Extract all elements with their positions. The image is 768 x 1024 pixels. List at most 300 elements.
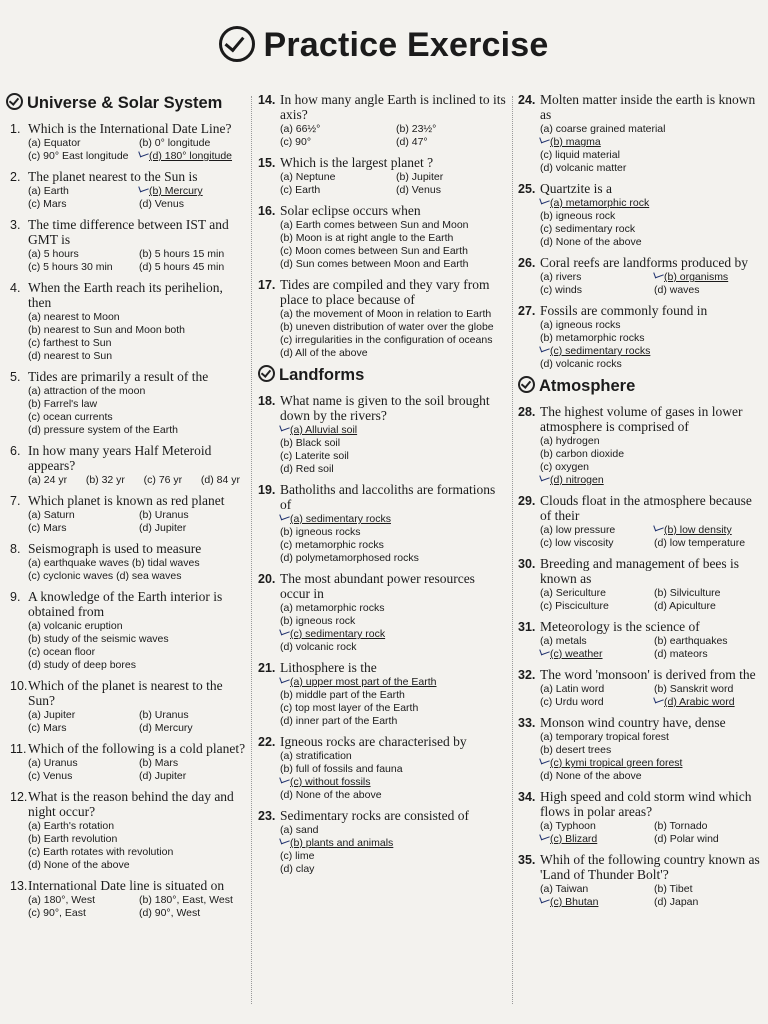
options-list: [28, 757, 246, 783]
answer-option-text: (c) liquid material: [540, 149, 620, 161]
answer-option-text: (b) metamorphic rocks: [540, 332, 645, 344]
question-number: 31.: [518, 620, 536, 634]
question-text: Batholiths and laccoliths are formations of: [280, 482, 496, 512]
answer-option-text: (c) weather: [550, 648, 603, 660]
answer-option: [139, 509, 246, 522]
answer-option: [28, 659, 246, 672]
answer-option: [28, 846, 246, 859]
answer-option-text: (b) 32 yr: [85, 474, 125, 486]
question-text: Coral reefs are landforms produced by: [540, 255, 749, 270]
question-item: [6, 443, 246, 487]
answer-option-text: (b) igneous rocks: [280, 526, 361, 538]
handwritten-tick-icon: [279, 775, 290, 784]
question-number: 1.: [10, 122, 21, 136]
answer-option: [28, 398, 246, 411]
question-text: Which planet is known as red planet: [28, 493, 225, 508]
answer-option: [280, 437, 508, 450]
question-text: International Date line is situated on: [28, 878, 225, 893]
options-list: [280, 676, 508, 728]
answer-option-text: (d) None of the above: [540, 236, 642, 248]
options-list: [280, 171, 508, 197]
answer-option-text: (a) Saturn: [28, 509, 75, 521]
question-number: 14.: [258, 93, 276, 107]
answer-option-text: (d) Red soil: [280, 463, 334, 475]
answer-option-text: (c) 5 hours 30 min: [28, 261, 113, 273]
answer-option: [139, 137, 246, 150]
answer-option: [280, 424, 508, 437]
answer-option-text: (c) oxygen: [540, 461, 590, 473]
answer-option: [280, 602, 508, 615]
question-text: The planet nearest to the Sun is: [28, 169, 198, 184]
answer-option: [540, 648, 650, 661]
options-list: [28, 385, 246, 437]
answer-option-text: (d) 90°, West: [139, 907, 201, 919]
question-number: 10.: [10, 679, 28, 693]
answer-option: [28, 820, 246, 833]
question-item: [6, 541, 246, 583]
answer-option: [28, 709, 135, 722]
answer-option-text: (b) earthquakes: [654, 635, 728, 647]
answer-option: [280, 715, 508, 728]
answer-option: [540, 136, 764, 149]
options-list: [28, 248, 246, 274]
answer-option-text: (c) Pisciculture: [540, 600, 609, 612]
answer-option-text: (c) 90°: [280, 136, 312, 148]
options-list: [540, 683, 764, 709]
answer-option-text: (b) organisms: [664, 271, 729, 283]
question-text: Breeding and management of bees is known as: [540, 556, 740, 586]
answer-option: [28, 633, 246, 646]
question-item: [6, 678, 246, 735]
answer-option-text: (a) volcanic eruption: [28, 620, 123, 632]
answer-option-text: (a) temporary tropical forest: [540, 731, 669, 743]
question-number: 6.: [10, 444, 21, 458]
answer-option-text: (d) Japan: [654, 896, 699, 908]
answer-option-text: (c) Earth rotates with revolution: [28, 846, 174, 858]
answer-option: [280, 526, 508, 539]
question-text: Seismograph is used to measure: [28, 541, 202, 556]
column-divider: [512, 96, 513, 1004]
question-text: Quartzite is a: [540, 181, 612, 196]
question-text: A knowledge of the Earth interior is obtained from: [28, 589, 223, 619]
answer-option-text: (a) Earth's rotation: [28, 820, 115, 832]
answer-option: [28, 474, 67, 487]
answer-option: [654, 696, 764, 709]
options-list: [28, 820, 246, 872]
section-heading-text: Atmosphere: [539, 377, 636, 395]
answer-option-text: (c) sedimentary rocks: [550, 345, 651, 357]
answer-option: [654, 524, 764, 537]
question-item: [518, 404, 764, 487]
answer-option: [28, 198, 135, 211]
options-list: [280, 123, 508, 149]
question-item: [518, 619, 764, 661]
answer-option: [139, 709, 246, 722]
options-list: [540, 271, 764, 297]
answer-option-text: (d) Venus: [396, 184, 441, 196]
answer-option-text: (d) polymetamorphosed rocks: [280, 552, 419, 564]
options-list: [280, 308, 508, 360]
answer-option: [396, 184, 508, 197]
answer-option: [654, 271, 764, 284]
answer-option-text: (c) 90°, East: [28, 907, 86, 919]
question-number: 16.: [258, 204, 276, 218]
answer-option: [28, 646, 246, 659]
answer-option-text: (c) without fossils: [290, 776, 371, 788]
answer-option: [28, 137, 135, 150]
answer-option: [86, 474, 125, 487]
answer-option: [654, 683, 764, 696]
answer-option-text: (d) nearest to Sun: [28, 350, 113, 362]
options-list: [280, 750, 508, 802]
question-text: Whih of the following country known as 'Land of Thunder Bolt'?: [540, 852, 760, 882]
answer-option: [540, 696, 650, 709]
answer-option: [540, 731, 764, 744]
answer-option-text: (a) igneous rocks: [540, 319, 621, 331]
answer-option: [280, 676, 508, 689]
answer-option-text: (d) Apiculture: [654, 600, 716, 612]
section-heading-text: Universe & Solar System: [27, 94, 223, 112]
question-text: In how many angle Earth is inclined to its axis?: [280, 92, 506, 122]
answer-option: [28, 509, 135, 522]
answer-option: [139, 907, 246, 920]
answer-option-text: (d) None of the above: [280, 789, 382, 801]
question-item: [6, 121, 246, 163]
answer-option: [540, 744, 764, 757]
options-list: [540, 197, 764, 249]
answer-option: [540, 271, 650, 284]
handwritten-tick-icon: [279, 512, 290, 521]
answer-option: [280, 463, 508, 476]
answer-option: [654, 284, 764, 297]
question-item: [6, 169, 246, 211]
answer-option: [654, 537, 764, 550]
answer-option-text: (c) winds: [540, 284, 583, 296]
answer-option: [280, 136, 392, 149]
question-text: What name is given to the soil brought down by the rivers?: [280, 393, 490, 423]
answer-option: [540, 358, 764, 371]
answer-option: [280, 628, 508, 641]
question-number: 26.: [518, 256, 536, 270]
check-circle-icon: [219, 26, 255, 62]
answer-option: [28, 722, 135, 735]
answer-option-text: (a) earthquake waves (b) tidal waves: [28, 557, 200, 569]
answer-option-text: (d) Arabic word: [664, 696, 735, 708]
answer-option-text: (a) Earth comes between Sun and Moon: [280, 219, 469, 231]
handwritten-tick-icon: [539, 135, 550, 144]
options-list: [28, 709, 246, 735]
answer-option-text: (a) Sericulture: [540, 587, 606, 599]
answer-option-text: (b) Mars: [139, 757, 179, 769]
answer-option: [139, 757, 246, 770]
question-number: 9.: [10, 590, 21, 604]
question-text: Meteorology is the science of: [540, 619, 700, 634]
answer-option-text: (b) Uranus: [139, 709, 189, 721]
answer-option: [540, 524, 650, 537]
answer-option: [654, 883, 764, 896]
answer-option-text: (a) Jupiter: [28, 709, 76, 721]
answer-option: [280, 863, 508, 876]
question-number: 30.: [518, 557, 536, 571]
answer-option: [540, 683, 650, 696]
answer-option: [139, 770, 246, 783]
handwritten-tick-icon: [279, 423, 290, 432]
question-text: Fossils are commonly found in: [540, 303, 708, 318]
section-heading: [518, 377, 764, 396]
answer-option-text: (a) 24 yr: [28, 474, 68, 486]
options-list: [540, 435, 764, 487]
answer-option: [280, 702, 508, 715]
section-heading-text: Landforms: [279, 366, 365, 384]
answer-option-text: (a) Alluvial soil: [290, 424, 358, 436]
answer-option-text: (d) None of the above: [540, 770, 642, 782]
options-list: [28, 509, 246, 535]
answer-option-text: (a) Typhoon: [540, 820, 596, 832]
handwritten-tick-icon: [279, 627, 290, 636]
answer-option-text: (a) metamorphic rock: [550, 197, 650, 209]
answer-option-text: (a) Latin word: [540, 683, 605, 695]
answer-option: [280, 615, 508, 628]
answer-option-text: (b) Moon is at right angle to the Earth: [280, 232, 454, 244]
handwritten-tick-icon: [539, 647, 550, 656]
handwritten-tick-icon: [539, 832, 550, 841]
answer-option-text: (c) Laterite soil: [280, 450, 349, 462]
options-list: [280, 424, 508, 476]
question-item: [518, 852, 764, 909]
answer-option: [280, 689, 508, 702]
question-item: [6, 789, 246, 872]
question-item: [6, 280, 246, 363]
question-number: 8.: [10, 542, 21, 556]
options-list: [540, 524, 764, 550]
answer-option-text: (b) study of the seismic waves: [28, 633, 169, 645]
answer-option-text: (a) stratification: [280, 750, 352, 762]
answer-option-text: (d) volcanic rocks: [540, 358, 622, 370]
question-item: [6, 589, 246, 672]
question-text: Tides are compiled and they vary from place to place because of: [280, 277, 490, 307]
answer-option-text: (d) pressure system of the Earth: [28, 424, 178, 436]
answer-option: [540, 474, 764, 487]
answer-option: [280, 539, 508, 552]
answer-option: [540, 770, 764, 783]
question-item: [258, 92, 508, 149]
answer-option: [540, 223, 764, 236]
answer-option-text: (b) 23½°: [396, 123, 437, 135]
options-list: [28, 311, 246, 363]
answer-option-text: (d) volcanic rock: [280, 641, 357, 653]
question-text: Which of the planet is nearest to the Sun?: [28, 678, 223, 708]
answer-option-text: (a) attraction of the moon: [28, 385, 146, 397]
answer-option-text: (c) Venus: [28, 770, 73, 782]
answer-option-text: (d) None of the above: [28, 859, 130, 871]
answer-option-text: (c) metamorphic rocks: [280, 539, 384, 551]
answer-option: [28, 833, 246, 846]
answer-option: [540, 197, 764, 210]
answer-option: [540, 319, 764, 332]
options-list: [540, 731, 764, 783]
question-number: 34.: [518, 790, 536, 804]
question-number: 29.: [518, 494, 536, 508]
question-text: The most abundant power resources occur in: [280, 571, 475, 601]
question-item: [518, 715, 764, 783]
answer-option-text: (b) middle part of the Earth: [280, 689, 405, 701]
answer-option: [280, 347, 508, 360]
handwritten-tick-icon: [539, 344, 550, 353]
answer-option-text: (b) carbon dioxide: [540, 448, 625, 460]
question-item: [518, 181, 764, 249]
question-number: 7.: [10, 494, 21, 508]
answer-option-text: (a) hydrogen: [540, 435, 600, 447]
answer-option: [28, 424, 246, 437]
answer-option: [201, 474, 240, 487]
answer-option: [280, 184, 392, 197]
section-heading: [258, 366, 508, 385]
question-number: 35.: [518, 853, 536, 867]
answer-option: [540, 162, 764, 175]
answer-option-text: (b) Jupiter: [396, 171, 444, 183]
question-item: [518, 667, 764, 709]
question-text: The word 'monsoon' is derived from the: [540, 667, 756, 682]
answer-option: [28, 337, 246, 350]
answer-option: [28, 907, 135, 920]
answer-option: [540, 820, 650, 833]
answer-option: [139, 185, 246, 198]
options-list: [540, 123, 764, 175]
answer-option: [280, 308, 508, 321]
answer-option-text: (d) waves: [654, 284, 700, 296]
answer-option: [280, 321, 508, 334]
answer-option-text: (c) ocean floor: [28, 646, 96, 658]
question-text: Sedimentary rocks are consisted of: [280, 808, 469, 823]
question-number: 23.: [258, 809, 276, 823]
answer-option: [396, 123, 508, 136]
answer-option: [139, 722, 246, 735]
answer-option: [280, 850, 508, 863]
answer-option-text: (a) metamorphic rocks: [280, 602, 385, 614]
handwritten-tick-icon: [138, 184, 149, 193]
question-text: In how many years Half Meteroid appears?: [28, 443, 212, 473]
question-item: [6, 217, 246, 274]
options-list: [28, 620, 246, 672]
question-number: 28.: [518, 405, 536, 419]
question-number: 24.: [518, 93, 536, 107]
question-item: [518, 255, 764, 297]
answer-option: [28, 557, 246, 570]
question-number: 20.: [258, 572, 276, 586]
answer-option: [144, 474, 183, 487]
check-circle-icon: [518, 376, 535, 393]
question-item: [6, 878, 246, 920]
answer-option-text: (b) 5 hours 15 min: [139, 248, 225, 260]
answer-option: [28, 261, 135, 274]
options-list: [28, 137, 246, 163]
handwritten-tick-icon: [138, 149, 149, 158]
question-text: Tides are primarily a result of the: [28, 369, 209, 384]
handwritten-tick-icon: [653, 270, 664, 279]
answer-option: [280, 552, 508, 565]
options-list: [28, 894, 246, 920]
answer-option-text: (d) nitrogen: [550, 474, 604, 486]
answer-option: [139, 150, 246, 163]
question-number: 32.: [518, 668, 536, 682]
answer-option: [540, 587, 650, 600]
check-circle-icon: [6, 93, 23, 110]
handwritten-tick-icon: [279, 836, 290, 845]
question-text: Solar eclipse occurs when: [280, 203, 421, 218]
options-list: [540, 587, 764, 613]
handwritten-tick-icon: [539, 895, 550, 904]
handwritten-tick-icon: [653, 523, 664, 532]
answer-option-text: (a) 66½°: [280, 123, 321, 135]
answer-option-text: (a) rivers: [540, 271, 582, 283]
answer-option: [28, 620, 246, 633]
answer-option: [540, 600, 650, 613]
answer-option: [139, 198, 246, 211]
options-list: [280, 219, 508, 271]
question-item: [258, 203, 508, 271]
answer-option: [28, 859, 246, 872]
answer-option: [139, 894, 246, 907]
answer-option-text: (d) 47°: [396, 136, 428, 148]
answer-option: [280, 789, 508, 802]
question-item: [518, 493, 764, 550]
answer-option: [540, 896, 650, 909]
answer-option: [540, 448, 764, 461]
answer-option: [540, 236, 764, 249]
answer-option: [139, 261, 246, 274]
answer-option-text: (b) low density: [664, 524, 732, 536]
answer-option: [28, 570, 246, 583]
question-item: [258, 482, 508, 565]
answer-option: [280, 245, 508, 258]
answer-option: [540, 345, 764, 358]
answer-option-text: (a) 180°, West: [28, 894, 96, 906]
answer-option-text: (d) volcanic matter: [540, 162, 627, 174]
options-list: [540, 635, 764, 661]
handwritten-tick-icon: [653, 695, 664, 704]
answer-option: [280, 258, 508, 271]
question-number: 33.: [518, 716, 536, 730]
question-item: [518, 303, 764, 371]
answer-option-text: (b) Silviculture: [654, 587, 721, 599]
answer-option-text: (d) 180° longitude: [149, 150, 233, 162]
question-item: [258, 571, 508, 654]
column-divider: [251, 96, 252, 1004]
question-item: [6, 741, 246, 783]
answer-option-text: (d) 84 yr: [200, 474, 240, 486]
answer-option: [280, 824, 508, 837]
answer-option-text: (a) Uranus: [28, 757, 78, 769]
answer-option: [540, 284, 650, 297]
answer-option-text: (a) Taiwan: [540, 883, 589, 895]
answer-option-text: (c) low viscosity: [540, 537, 614, 549]
answer-option-text: (d) All of the above: [280, 347, 368, 359]
answer-option-text: (c) Mars: [28, 198, 67, 210]
answer-option-text: (c) lime: [280, 850, 315, 862]
answer-option: [280, 232, 508, 245]
answer-option-text: (d) Venus: [139, 198, 184, 210]
question-item: [258, 155, 508, 197]
answer-option: [654, 820, 764, 833]
question-text: Clouds float in the atmosphere because of their: [540, 493, 752, 523]
question-text: What is the reason behind the day and night occur?: [28, 789, 234, 819]
answer-option-text: (d) study of deep bores: [28, 659, 136, 671]
question-number: 13.: [10, 879, 28, 893]
question-text: The time difference between IST and GMT is: [28, 217, 229, 247]
answer-option: [540, 123, 764, 136]
question-number: 15.: [258, 156, 276, 170]
answer-option-text: (b) igneous rock: [540, 210, 616, 222]
